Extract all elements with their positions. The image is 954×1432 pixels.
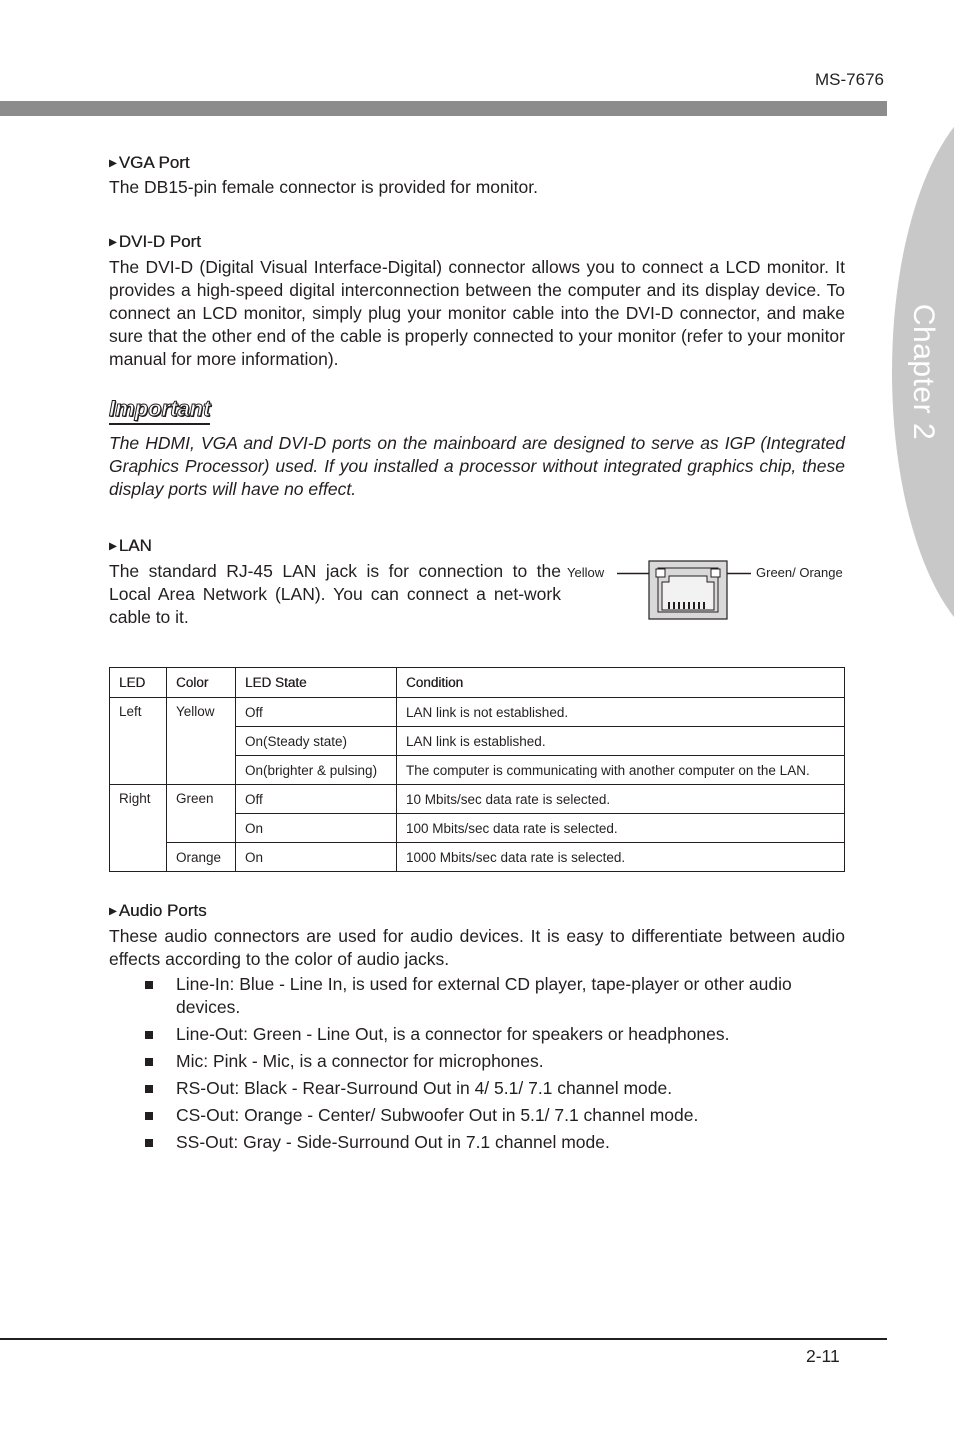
color-cell: Yellow bbox=[167, 698, 236, 785]
state-cell: Off bbox=[236, 698, 397, 727]
dvi-heading: DVI-D Port bbox=[118, 232, 201, 251]
led-cell: Left bbox=[110, 698, 167, 785]
dvi-section bbox=[109, 232, 845, 371]
square-bullet-icon bbox=[145, 1085, 153, 1093]
condition-cell: LAN link is not established. bbox=[397, 698, 845, 727]
condition-cell: 1000 Mbits/sec data rate is selected. bbox=[397, 843, 845, 872]
lan-figure-right-label: Green/ Orange bbox=[756, 565, 843, 580]
list-item-text: CS-Out: Orange - Center/ Subwoofer Out in 5.1/ 7.1 channel mode. bbox=[176, 1105, 699, 1125]
table-row bbox=[110, 785, 845, 814]
list-item bbox=[109, 1077, 845, 1100]
list-item-text: RS-Out: Black - Rear-Surround Out in 4/ 5.1/ 7.1 channel mode. bbox=[176, 1078, 673, 1098]
audio-text: These audio connectors are used for audio devices. It is easy to differentiate between audio effects according to the color of audio jacks. bbox=[109, 926, 845, 969]
dvi-text: The DVI-D (Digital Visual Interface-Digital) connector allows you to connect a LCD monitor. It provides a high-speed digital interconnection between the computer and its display device. To connect an LCD monitor, simply plug your monitor cable into the DVI-D connector, and make sure that the other end of the cable is properly connected to your monitor (refer to your monitor manual for more information). bbox=[109, 257, 845, 369]
table-row bbox=[110, 698, 845, 727]
section-heading-lan bbox=[109, 536, 845, 556]
square-bullet-icon bbox=[145, 981, 153, 989]
triangle-bullet-icon: ▶ bbox=[109, 541, 117, 552]
state-cell: On bbox=[236, 843, 397, 872]
important-title: Important bbox=[109, 396, 210, 425]
column-header: Condition bbox=[397, 668, 845, 698]
square-bullet-icon bbox=[145, 1139, 153, 1147]
important-text: The HDMI, VGA and DVI-D ports on the mainboard are designed to serve as IGP (Integrated Graphics Processor) used. If you installed a processor without integrated graphics chip, these display ports will have no effect. bbox=[109, 433, 845, 499]
section-heading-vga bbox=[109, 153, 845, 173]
rj45-jack-icon bbox=[617, 558, 753, 624]
header-bar bbox=[0, 101, 887, 116]
square-bullet-icon bbox=[145, 1058, 153, 1066]
lan-figure-left-label: Yellow bbox=[567, 565, 605, 580]
led-table bbox=[109, 667, 845, 872]
state-cell: On(Steady state) bbox=[236, 727, 397, 756]
lan-heading: LAN bbox=[118, 536, 152, 555]
list-item-text: Line-Out: Green - Line Out, is a connector for speakers or headphones. bbox=[176, 1024, 730, 1044]
column-header: LED State bbox=[236, 668, 397, 698]
list-item bbox=[109, 1104, 845, 1127]
vga-heading: VGA Port bbox=[118, 153, 190, 172]
triangle-bullet-icon: ▶ bbox=[109, 237, 117, 248]
page-number: 2-11 bbox=[806, 1346, 840, 1366]
important-note bbox=[109, 396, 845, 501]
chapter-tab-label: Chapter 2 bbox=[907, 303, 940, 441]
table-header-row bbox=[110, 668, 845, 698]
lan-text: The standard RJ-45 LAN jack is for connection to the Local Area Network (LAN). You can connect a net-work cable to it. bbox=[109, 561, 561, 627]
table-row bbox=[110, 843, 845, 872]
condition-cell: LAN link is established. bbox=[397, 727, 845, 756]
triangle-bullet-icon: ▶ bbox=[109, 906, 117, 917]
audio-heading: Audio Ports bbox=[118, 901, 207, 920]
square-bullet-icon bbox=[145, 1112, 153, 1120]
condition-cell: The computer is communicating with another computer on the LAN. bbox=[397, 756, 845, 785]
list-item-text: Line-In: Blue - Line In, is used for external CD player, tape-player or other audio devices. bbox=[176, 974, 792, 1017]
condition-cell: 100 Mbits/sec data rate is selected. bbox=[397, 814, 845, 843]
state-cell: On bbox=[236, 814, 397, 843]
square-bullet-icon bbox=[145, 1031, 153, 1039]
state-cell: On(brighter & pulsing) bbox=[236, 756, 397, 785]
led-table-container bbox=[109, 667, 845, 872]
vga-text: The DB15-pin female connector is provided for monitor. bbox=[109, 177, 538, 197]
condition-cell: 10 Mbits/sec data rate is selected. bbox=[397, 785, 845, 814]
state-cell: Off bbox=[236, 785, 397, 814]
list-item bbox=[109, 1050, 845, 1073]
list-item bbox=[109, 1131, 845, 1154]
list-item bbox=[109, 1023, 845, 1046]
color-cell: Green bbox=[167, 785, 236, 843]
model-number: MS-7676 bbox=[815, 70, 884, 89]
triangle-bullet-icon: ▶ bbox=[109, 158, 117, 169]
vga-section bbox=[109, 153, 845, 199]
footer-rule bbox=[0, 1338, 887, 1340]
list-item-text: Mic: Pink - Mic, is a connector for microphones. bbox=[176, 1051, 544, 1071]
list-item-text: SS-Out: Gray - Side-Surround Out in 7.1 channel mode. bbox=[176, 1132, 610, 1152]
list-item bbox=[109, 973, 845, 1019]
color-cell: Orange bbox=[167, 843, 236, 872]
section-heading-audio bbox=[109, 901, 845, 921]
column-header: LED bbox=[110, 668, 167, 698]
audio-section bbox=[109, 901, 845, 1158]
led-cell: Right bbox=[110, 785, 167, 872]
audio-port-list bbox=[109, 973, 845, 1154]
section-heading-dvi bbox=[109, 232, 845, 252]
column-header: Color bbox=[167, 668, 236, 698]
